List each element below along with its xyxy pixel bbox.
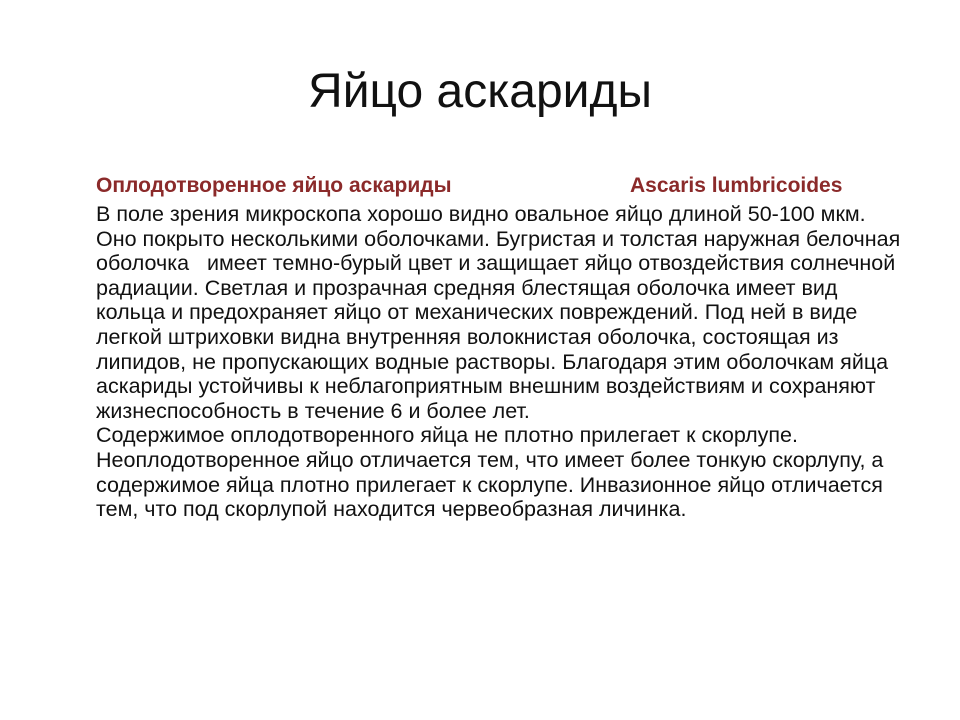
slide-title: Яйцо аскариды: [308, 65, 652, 118]
paragraph-description: В поле зрения микроскопа хорошо видно овальное яйцо длиной 50-100 мкм. Оно покрыто несколькими оболочками. Бугристая и толстая наружная белочная оболочка имеет темно-бурый цвет и защищает яйцо отвоздействия солнечной радиации. Светлая и прозрачная средняя блестящая оболочка имеет вид кольца и предохраняет яйцо от механических повреждений. Под ней в виде легкой штриховки видна внутренняя волокнистая оболочка, состоящая из липидов, не пропускающих водные растворы. Благодаря этим оболочкам яйца аскариды устойчивы к неблагоприятным внешним воздействиям и сохраняют жизнеспособность в течение 6 и более лет.: [96, 202, 907, 423]
paragraph-comparison: Содержимое оплодотворенного яйца не плотно прилегает к скорлупе. Неоплодотворенное яйцо отличается тем, что имеет более тонкую скорлупу, а содержимое яйца плотно прилегает к скорлупе. Инвазионное яйцо отличается тем, что под скорлупой находится червеобразная личинка.: [96, 423, 884, 522]
subtitle-russian: Оплодотворенное яйцо аскариды: [96, 174, 452, 197]
subtitle-row: [96, 170, 896, 202]
body-text: [96, 202, 906, 522]
subtitle-latin: Ascaris lumbricoides: [630, 174, 843, 197]
